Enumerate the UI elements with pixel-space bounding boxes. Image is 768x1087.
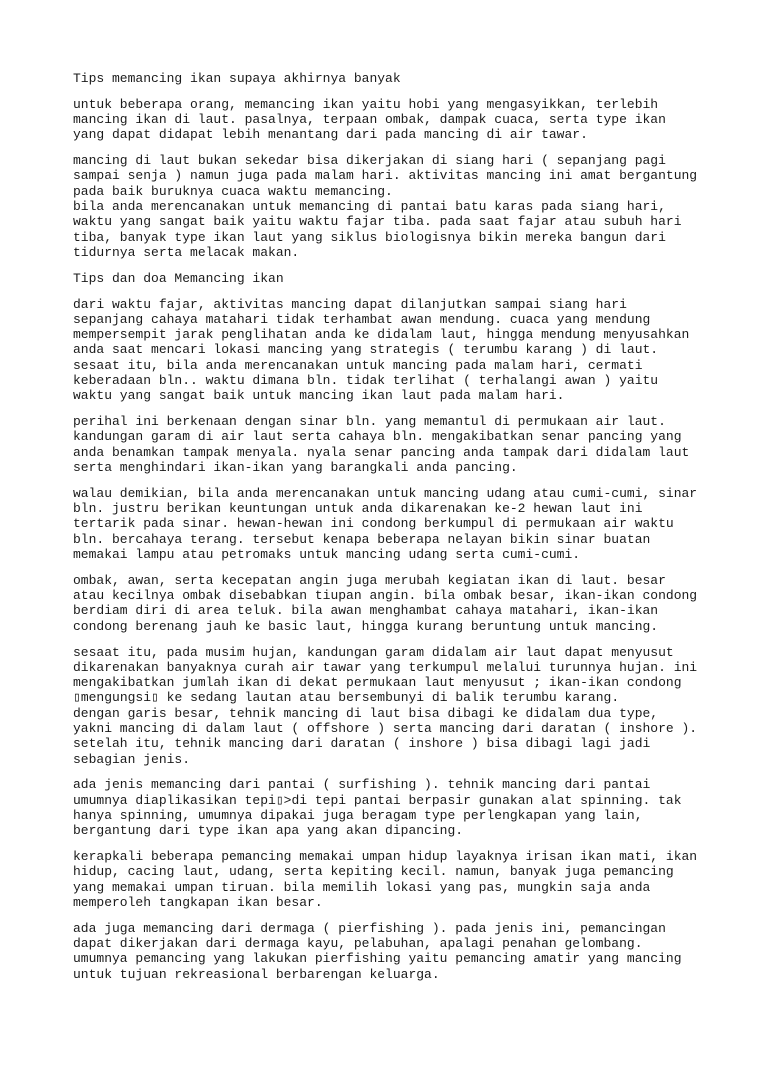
text-line: bln. bercahaya terang. tersebut kenapa beberapa nelayan bikin sinar buatan: [73, 531, 651, 547]
paragraph-gap: [73, 475, 703, 486]
text-line: ada jenis memancing dari pantai ( surfishing ). tehnik mancing dari pantai: [73, 777, 651, 793]
paragraph: [73, 414, 703, 475]
text-line: memakai lampu atau petromaks untuk mancing udang serta cumi-cumi.: [73, 547, 581, 563]
text-line: atau kecilnya ombak disebabkan tiupan angin. bila ombak besar, ikan-ikan condong: [73, 588, 698, 604]
text-line: umumnya pemancing yang lakukan pierfishing yaitu pemancing amatir yang mancing: [73, 951, 682, 967]
text-line: tiba, banyak type ikan laut yang siklus biologisnya bikin mereka bangun dari: [73, 229, 666, 245]
paragraph: [73, 97, 703, 143]
paragraph-gap: [73, 143, 703, 154]
text-line: hidup, cacing laut, udang, serta kepiting kecil. namun, banyak juga pemancing: [73, 864, 674, 880]
text-line: kandungan garam di air laut serta cahaya bln. mengakibatkan senar pancing yang: [73, 429, 682, 445]
paragraph-gap: [73, 260, 703, 271]
paragraph-gap: [73, 404, 703, 415]
text-line: ▯mengungsi▯ ke sedang lautan atau bersembunyi di balik terumbu karang.: [73, 690, 620, 706]
text-line: tidurnya serta melacak makan.: [73, 244, 300, 260]
text-line: tertarik pada sinar. hewan-hewan ini condong berkumpul di permukaan air waktu: [73, 516, 674, 532]
paragraph: [73, 486, 703, 562]
text-line: Tips dan doa Memancing ikan: [73, 270, 284, 286]
text-line: mempersempit jarak penglihatan anda ke didalam laut, hingga mendung menyusahkan: [73, 327, 690, 343]
paragraph: [73, 921, 703, 982]
text-line: sepanjang cahaya matahari tidak terhambat awan mendung. cuaca yang mendung: [73, 311, 651, 327]
paragraph-gap: [73, 634, 703, 645]
text-line: dengan garis besar, tehnik mancing di laut bisa dibagi ke didalam dua type,: [73, 705, 659, 721]
text-line: dapat dikerjakan dari dermaga kayu, pelabuhan, apalagi penahan gelombang.: [73, 936, 643, 952]
text-line: ombak, awan, serta kecepatan angin juga merubah kegiatan ikan di laut. besar: [73, 572, 666, 588]
text-line: sampai senja ) namun juga pada malam hari. aktivitas mancing ini amat bergantung: [73, 168, 698, 184]
text-line: anda saat mencari lokasi mancing yang strategis ( terumbu karang ) di laut.: [73, 342, 659, 358]
paragraph-gap: [73, 839, 703, 850]
paragraph-gap: [73, 910, 703, 921]
text-line: mengakibatkan jumlah ikan di dekat permukaan laut menyusut ; ikan-ikan condong: [73, 675, 682, 691]
text-line: serta menghindari ikan-ikan yang barangkali anda pancing.: [73, 460, 518, 476]
section-heading: [73, 271, 703, 286]
text-line: sesaat itu, bila anda merencanakan untuk mancing pada malam hari, cermati: [73, 357, 643, 373]
text-line: setelah itu, tehnik mancing dari daratan ( inshore ) bisa dibagi lagi jadi: [73, 736, 651, 752]
paragraph: [73, 777, 703, 838]
text-line: bila anda merencanakan untuk memancing di pantai batu karas pada siang hari,: [73, 199, 666, 215]
text-line: yang dapat didapat lebih menantang dari pada mancing di air tawar.: [73, 127, 588, 143]
section-heading: [73, 71, 703, 86]
text-line: keberadaan bln.. waktu dimana bln. tidak terlihat ( terhalangi awan ) yaitu: [73, 373, 659, 389]
text-line: anda benamkan tampak menyala. nyala senar pancing anda tampak dari didalam laut: [73, 444, 690, 460]
text-line: yakni mancing di dalam laut ( offshore ) serta mancing dari daratan ( inshore ).: [73, 720, 698, 736]
paragraph: [73, 153, 703, 260]
text-line: dikarenakan banyaknya curah air tawar yang terkumpul melalui turunnya hujan. ini: [73, 659, 698, 675]
paragraph-gap: [73, 767, 703, 778]
text-line: bergantung dari type ikan apa yang akan dipancing.: [73, 823, 464, 839]
text-line: mancing ikan di laut. pasalnya, terpaan ombak, dampak cuaca, serta type ikan: [73, 112, 666, 128]
text-line: waktu yang sangat baik yaitu waktu fajar tiba. pada saat fajar atau subuh hari: [73, 214, 682, 230]
text-line: ada juga memancing dari dermaga ( pierfishing ). pada jenis ini, pemancingan: [73, 920, 666, 936]
paragraph: [73, 297, 703, 404]
text-line: berdiam diri di area teluk. bila awan menghambat cahaya matahari, ikan-ikan: [73, 603, 659, 619]
text-line: Tips memancing ikan supaya akhirnya banyak: [73, 71, 401, 86]
text-line: untuk tujuan rekreasional berbarengan keluarga.: [73, 966, 440, 982]
paragraph-gap: [73, 86, 703, 97]
text-line: memperoleh tangkapan ikan besar.: [73, 894, 323, 910]
text-line: sesaat itu, pada musim hujan, kandungan garam didalam air laut dapat menyusut: [73, 644, 674, 660]
text-line: sebagian jenis.: [73, 751, 191, 767]
text-line: pada baik buruknya cuaca waktu memancing.: [73, 183, 393, 199]
text-line: yang memakai umpan tiruan. bila memilih lokasi yang pas, mungkin saja anda: [73, 879, 651, 895]
text-line: dari waktu fajar, aktivitas mancing dapat dilanjutkan sampai siang hari: [73, 296, 627, 312]
text-line: bln. justru berikan keuntungan untuk anda dikarenakan ke-2 hewan laut ini: [73, 501, 643, 517]
text-line: waktu yang sangat baik untuk mancing ikan laut pada malam hari.: [73, 388, 565, 404]
document-body: [73, 71, 703, 982]
paragraph: [73, 645, 703, 767]
text-line: walau demikian, bila anda merencanakan untuk mancing udang atau cumi-cumi, sinar: [73, 485, 698, 501]
paragraph: [73, 573, 703, 634]
text-line: umumnya diaplikasikan tepi▯>di tepi pantai berpasir gunakan alat spinning. tak: [73, 792, 682, 808]
text-line: condong berenang jauh ke basic laut, hingga kurang beruntung untuk mancing.: [73, 618, 659, 634]
text-line: hanya spinning, umumnya dipakai juga beragam type perlengkapan yang lain,: [73, 807, 643, 823]
text-line: mancing di laut bukan sekedar bisa dikerjakan di siang hari ( sepanjang pagi: [73, 153, 666, 169]
paragraph-gap: [73, 286, 703, 297]
text-line: untuk beberapa orang, memancing ikan yaitu hobi yang mengasyikkan, terlebih: [73, 96, 659, 112]
paragraph: [73, 849, 703, 910]
text-line: perihal ini berkenaan dengan sinar bln. yang memantul di permukaan air laut.: [73, 414, 666, 430]
text-line: kerapkali beberapa pemancing memakai umpan hidup layaknya irisan ikan mati, ikan: [73, 849, 698, 865]
paragraph-gap: [73, 562, 703, 573]
